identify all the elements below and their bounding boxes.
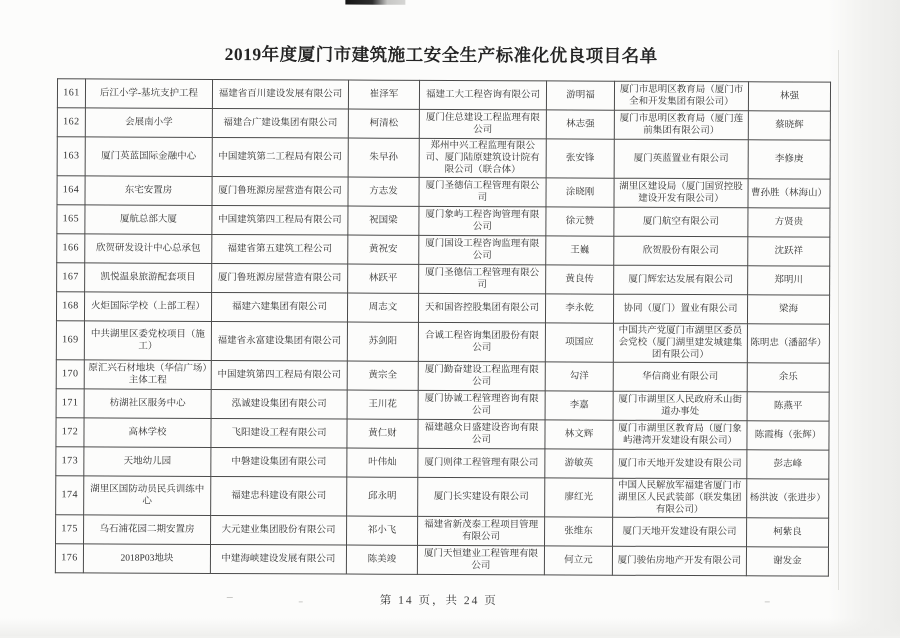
table-cell: 东宅安置房	[85, 176, 212, 206]
table-cell: 厦门市思明区教育局（厦门莲前集团有限公司）	[614, 110, 748, 140]
table-cell: 郑州中兴工程监理有限公司、厦门陆原建筑设计院有限公司（联合体）	[419, 138, 546, 178]
table-row	[57, 108, 830, 140]
table-cell: 厦门天恒建业工程管理有限公司	[417, 545, 544, 575]
table-cell: 邱永明	[347, 477, 418, 516]
table-cell: 厦门长实建设有限公司	[418, 477, 545, 517]
page-footer: 第 14 页，共 24 页	[379, 594, 498, 608]
table-cell: 何立元	[544, 546, 612, 575]
table-cell: 王巍	[546, 236, 614, 265]
scan-artifact-mark	[345, 0, 405, 5]
table-row	[57, 79, 830, 111]
table-cell: 福建省永富建设集团有限公司	[211, 321, 347, 361]
table-cell: 徐元赞	[546, 207, 614, 236]
table-cell: 柯紫良	[747, 518, 829, 547]
table-cell: 周志文	[347, 293, 418, 322]
table-row	[55, 544, 828, 576]
table-cell: 厦门航空有限公司	[614, 207, 748, 237]
table-cell: 厦门鲁班源房屋营造有限公司	[212, 176, 348, 206]
table-cell: 朱早孙	[348, 138, 419, 177]
table-cell: 厦门住总建设工程监理有限公司	[419, 109, 546, 139]
table-cell: 厦门市湖里区人民政府禾山街道办事处	[613, 391, 747, 421]
table-cell: 林志强	[546, 110, 614, 139]
table-cell: 厦门骏佑房地产开发有限公司	[612, 546, 746, 576]
table-cell: 飞阳建设工程有限公司	[211, 418, 347, 448]
table-cell: 福建越众日盛建设咨询有限公司	[418, 419, 545, 449]
table-cell: 曹孙胜（林海山）	[748, 179, 830, 208]
table-cell: 厦门圣德信工程管理有限公司	[419, 177, 546, 207]
table-cell: 湖里区国防动员民兵训练中心	[84, 476, 211, 516]
table-cell: 中国建筑第四工程局有限公司	[211, 360, 347, 390]
table-cell: 欣贺股份有限公司	[614, 236, 748, 266]
row-number-cell: 164	[57, 176, 85, 205]
projects-table	[55, 78, 831, 576]
table-cell: 黄仁财	[347, 419, 418, 448]
row-number-cell: 162	[57, 108, 85, 137]
table-cell: 天和国咨控股集团有限公司	[418, 293, 545, 323]
table-cell: 厦门辉宏达发展有限公司	[614, 265, 748, 295]
table-cell: 张维东	[545, 517, 613, 546]
table-cell: 沈跃祥	[748, 237, 830, 266]
table-cell: 大元建业集团股份有限公司	[211, 515, 347, 545]
table-cell: 郑明川	[748, 266, 830, 295]
table-cell: 陈明忠（潘韶华）	[747, 324, 829, 363]
table-cell: 游敏英	[545, 449, 613, 478]
table-cell: 厦门国设工程咨询监理有限公司	[419, 235, 546, 265]
table-cell: 厦门鲁班源房屋营造有限公司	[212, 263, 348, 293]
table-row	[56, 321, 829, 363]
table-cell: 中国建筑第四工程局有限公司	[212, 205, 348, 235]
row-number-cell: 170	[56, 360, 84, 389]
row-number-cell: 166	[57, 234, 85, 263]
table-cell: 厦航总部大厦	[85, 205, 212, 235]
table-cell: 厦门天地开发建设有限公司	[613, 517, 747, 547]
table-cell: 会展南小学	[85, 108, 212, 138]
table-row	[57, 234, 830, 266]
row-number-cell: 176	[55, 544, 83, 573]
table-cell: 勾洋	[545, 362, 613, 391]
table-cell: 黄祝安	[348, 235, 419, 264]
table-row	[56, 292, 829, 324]
table-cell: 原汇兴石材地块（华信广场）主体工程	[84, 360, 211, 390]
row-number-cell: 165	[57, 205, 85, 234]
table-cell: 苏剑阳	[347, 322, 418, 361]
table-cell: 合诚工程咨询集团股份有限公司	[418, 322, 545, 362]
table-cell: 林强	[748, 82, 830, 111]
table-cell: 福建忠科建设有限公司	[211, 476, 347, 516]
row-number-cell: 169	[56, 321, 84, 360]
table-cell: 乌石浦花园二期安置房	[84, 515, 211, 545]
table-cell: 中国共产党厦门市湖里区委员会党校（厦门湖里建发城建集团有限公司）	[613, 323, 747, 363]
table-cell: 李修庚	[748, 140, 830, 179]
table-cell: 彭志峰	[747, 450, 829, 479]
table-cell: 福建合广建设集团有限公司	[212, 108, 348, 138]
table-cell: 祝国梁	[348, 206, 419, 235]
table-cell: 厦门勤奋建设工程监理有限公司	[418, 361, 545, 391]
table-row	[56, 447, 829, 479]
table-row	[57, 137, 830, 179]
row-number-cell: 172	[56, 418, 84, 447]
table-cell: 欣贺研发设计中心总承包	[85, 234, 212, 264]
table-cell: 厦门圣德信工程管理有限公司	[419, 264, 546, 294]
table-cell: 祁小飞	[347, 516, 418, 545]
table-row	[56, 360, 829, 392]
table-cell: 中建海峡建设发展有限公司	[210, 544, 346, 574]
table-cell: 华信商业有限公司	[613, 362, 747, 392]
row-number-cell: 173	[56, 447, 84, 476]
table-cell: 林文辉	[545, 420, 613, 449]
table-cell: 厦门市天地开发建设有限公司	[613, 449, 747, 479]
row-number-cell: 168	[56, 292, 84, 321]
row-number-cell: 171	[56, 389, 84, 418]
table-cell: 廖红光	[545, 478, 613, 517]
table-cell: 余乐	[747, 363, 829, 392]
table-cell: 陈美竣	[346, 545, 417, 574]
table-cell: 凯悦温泉旅游配套项目	[85, 263, 212, 293]
table-cell: 湖里区建设局（厦门国贸控股建设开发有限公司）	[614, 178, 748, 208]
table-cell: 陈霞梅（张辉）	[747, 421, 829, 450]
row-number-cell: 175	[56, 515, 84, 544]
table-cell: 枋湖社区服务中心	[84, 389, 211, 419]
table-cell: 林跃平	[348, 264, 419, 293]
table-cell: 福建省百川建设发展有限公司	[212, 79, 348, 109]
table-cell: 杨洪波（张进步）	[747, 479, 829, 518]
table-cell: 厦门英蓝国际金融中心	[85, 137, 212, 177]
table-row	[56, 389, 829, 421]
table-cell: 高林学校	[84, 418, 211, 448]
table-cell: 福建省新茂泰工程项目管理有限公司	[418, 516, 545, 546]
table-cell: 李嘉	[545, 391, 613, 420]
table-cell: 游明福	[546, 81, 614, 110]
table-cell: 李永乾	[545, 294, 613, 323]
table-row	[56, 515, 829, 547]
table-cell: 天地幼儿园	[84, 447, 211, 477]
table-cell: 柯清松	[348, 109, 419, 138]
table-cell: 崔泽军	[348, 80, 419, 109]
table-cell: 中国人民解放军福建省厦门市湖里区人民武装部（联发集团有限公司）	[613, 478, 747, 518]
table-cell: 王川花	[347, 390, 418, 419]
table-cell: 黄良传	[546, 265, 614, 294]
page-title: 2019年度厦门市建筑施工安全生产标准化优良项目名单	[224, 44, 658, 66]
table-cell: 张安锋	[546, 139, 614, 178]
table-cell: 谢发金	[746, 547, 828, 576]
table-cell: 黄宗全	[347, 361, 418, 390]
table-cell: 协同（厦门）置业有限公司	[613, 294, 747, 324]
table-cell: 泓诚建设集团有限公司	[211, 389, 347, 419]
row-number-cell: 161	[57, 79, 85, 108]
row-number-cell: 174	[56, 476, 84, 515]
table-cell: 厦门市湖里区教育局（厦门象屿港湾开发建设有限公司）	[613, 420, 747, 450]
table-cell: 厦门市思明区教育局（厦门市全和开发集团有限公司）	[614, 81, 748, 111]
table-cell: 厦门象屿工程咨询管理有限公司	[419, 206, 546, 236]
table-cell: 中国建筑第二工程局有限公司	[212, 137, 348, 177]
table-cell: 福建省第五建筑工程公司	[212, 234, 348, 264]
table-cell: 厦门则律工程管理有限公司	[418, 448, 545, 478]
table-cell: 涂晓刚	[546, 178, 614, 207]
table-cell: 后江小学-基坑支护工程	[85, 79, 212, 109]
table-cell: 项国应	[545, 323, 613, 362]
table-cell: 方贤贵	[748, 208, 830, 237]
scan-speck	[227, 597, 233, 598]
table-cell: 陈燕平	[747, 392, 829, 421]
table-row	[57, 263, 830, 295]
table-cell: 福建六建集团有限公司	[211, 292, 347, 322]
projects-table-body	[55, 79, 830, 576]
table-row	[56, 418, 829, 450]
table-cell: 福建工大工程咨询有限公司	[419, 80, 546, 110]
table-cell: 方志发	[348, 177, 419, 206]
table-cell: 梁海	[747, 295, 829, 324]
table-row	[57, 176, 830, 208]
table-cell: 叶伟灿	[347, 448, 418, 477]
scan-speck	[765, 601, 770, 602]
table-cell: 蔡晓辉	[748, 111, 830, 140]
row-number-cell: 167	[57, 263, 85, 292]
table-cell: 厦门英蓝置业有限公司	[614, 139, 748, 179]
row-number-cell: 163	[57, 137, 85, 176]
table-cell: 中磐建设集团有限公司	[211, 447, 347, 477]
table-cell: 2018P03地块	[83, 544, 210, 574]
scan-speck	[299, 601, 303, 602]
table-row	[57, 205, 830, 237]
table-row	[56, 476, 829, 518]
table-cell: 中共湖里区委党校项目（施工）	[84, 321, 211, 361]
table-cell: 火炬国际学校（上部工程）	[84, 292, 211, 322]
table-cell: 厦门协诚工程管理咨询有限公司	[418, 390, 545, 420]
